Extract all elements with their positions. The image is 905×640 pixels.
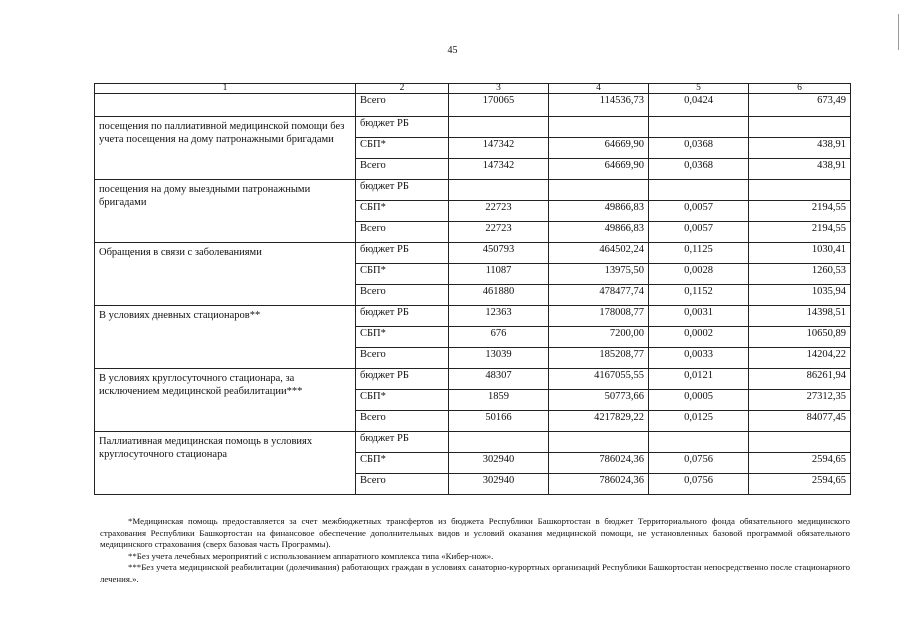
norm-cell: 0,0033 [649,348,749,369]
per-capita-cell: 2194,55 [749,201,851,222]
source-cell: Всего [356,474,449,495]
per-capita-cell: 14204,22 [749,348,851,369]
norm-cell: 0,0057 [649,201,749,222]
service-name-cell: посещения на дому выездными патронажными бригадами [95,180,356,243]
per-capita-cell [749,432,851,453]
service-name-cell: посещения по паллиативной медицинской помощи без учета посещения на дому патронажными бригадами [95,117,356,180]
norm-cell: 0,0121 [649,369,749,390]
volume-cell: 11087 [449,264,549,285]
table-row [95,369,851,390]
source-cell: СБП* [356,390,449,411]
per-capita-cell: 2594,65 [749,453,851,474]
volume-cell: 147342 [449,138,549,159]
service-name-cell: Обращения в связи с заболеваниями [95,243,356,306]
source-cell: Всего [356,411,449,432]
norm-cell [649,432,749,453]
cost-cell [549,432,649,453]
per-capita-cell [749,117,851,138]
cost-cell: 464502,24 [549,243,649,264]
source-cell: бюджет РБ [356,306,449,327]
source-cell: СБП* [356,138,449,159]
footnote-day-hospital: **Без учета лечебных мероприятий с использованием аппаратного комплекса типа «Кибер-нож». [128,550,494,561]
cost-cell: 13975,50 [549,264,649,285]
source-cell: СБП* [356,327,449,348]
cost-cell: 4217829,22 [549,411,649,432]
per-capita-cell: 1030,41 [749,243,851,264]
cost-cell: 178008,77 [549,306,649,327]
cost-cell: 50773,66 [549,390,649,411]
table-row [95,94,851,117]
cost-cell: 478477,74 [549,285,649,306]
per-capita-cell: 86261,94 [749,369,851,390]
table-row [95,432,851,453]
norm-cell [649,117,749,138]
source-cell: бюджет РБ [356,243,449,264]
table-body [95,84,851,495]
per-capita-cell: 1260,53 [749,264,851,285]
volume-cell [449,432,549,453]
cost-cell: 64669,90 [549,138,649,159]
volume-cell: 676 [449,327,549,348]
source-cell: СБП* [356,264,449,285]
service-name-cell [95,94,356,117]
volume-cell [449,117,549,138]
norm-cell: 0,0368 [649,138,749,159]
volume-cell: 170065 [449,94,549,117]
table-row [95,306,851,327]
per-capita-cell [749,180,851,201]
footnotes [100,516,850,585]
source-cell: бюджет РБ [356,369,449,390]
header-cell-2: 2 [356,84,449,94]
per-capita-cell: 84077,45 [749,411,851,432]
norm-cell: 0,0005 [649,390,749,411]
norm-cell: 0,0756 [649,474,749,495]
per-capita-cell: 438,91 [749,138,851,159]
cost-cell: 49866,83 [549,201,649,222]
source-cell: бюджет РБ [356,117,449,138]
header-cell-1: 1 [95,84,356,94]
cost-cell [549,180,649,201]
norm-cell: 0,0057 [649,222,749,243]
service-name-cell: В условиях дневных стационаров** [95,306,356,369]
volume-cell: 22723 [449,222,549,243]
norm-cell [649,180,749,201]
norm-cell: 0,1125 [649,243,749,264]
volume-cell: 1859 [449,390,549,411]
tariff-table [94,83,851,495]
table-row [95,243,851,264]
cost-cell: 4167055,55 [549,369,649,390]
source-cell: СБП* [356,201,449,222]
per-capita-cell: 2194,55 [749,222,851,243]
volume-cell: 147342 [449,159,549,180]
norm-cell: 0,0031 [649,306,749,327]
volume-cell [449,180,549,201]
volume-cell: 461880 [449,285,549,306]
source-cell: бюджет РБ [356,180,449,201]
per-capita-cell: 10650,89 [749,327,851,348]
per-capita-cell: 14398,51 [749,306,851,327]
header-cell-4: 4 [549,84,649,94]
cost-cell: 114536,73 [549,94,649,117]
norm-cell: 0,0368 [649,159,749,180]
norm-cell: 0,0125 [649,411,749,432]
norm-cell: 0,0002 [649,327,749,348]
cost-cell: 786024,36 [549,453,649,474]
source-cell: Всего [356,159,449,180]
table-row [95,180,851,201]
volume-cell: 13039 [449,348,549,369]
footnote-sbp: *Медицинская помощь предоставляется за счет межбюджетных трансфертов из бюджета Республики Башкортостан в бюджет Территориального фонда обязательного медицинского страхования Республики Башкортостан на финансовое обеспечение дополнительных видов и условий оказания медицинской помощи, не установленных базовой программой обязательного медицинского страхования (сверх базовая часть Программы). [100,516,850,549]
volume-cell: 48307 [449,369,549,390]
volume-cell: 50166 [449,411,549,432]
per-capita-cell: 27312,35 [749,390,851,411]
norm-cell: 0,1152 [649,285,749,306]
volume-cell: 302940 [449,453,549,474]
source-cell: Всего [356,222,449,243]
table-row [95,117,851,138]
page-number: 45 [447,45,458,56]
source-cell: Всего [356,94,449,117]
footnote-rehabilitation: ***Без учета медицинской реабилитации (долечивания) работающих граждан в условиях санаторно-курортных организаций Республики Башкортостан непосредственно после стационарного лечения.». [100,562,850,584]
source-cell: Всего [356,348,449,369]
per-capita-cell: 1035,94 [749,285,851,306]
cost-cell [549,117,649,138]
service-name-cell: Паллиативная медицинская помощь в условиях круглосуточного стационара [95,432,356,495]
cost-cell: 64669,90 [549,159,649,180]
source-cell: Всего [356,285,449,306]
per-capita-cell: 673,49 [749,94,851,117]
source-cell: СБП* [356,453,449,474]
per-capita-cell: 438,91 [749,159,851,180]
volume-cell: 22723 [449,201,549,222]
header-row [95,84,851,94]
per-capita-cell: 2594,65 [749,474,851,495]
source-cell: бюджет РБ [356,432,449,453]
norm-cell: 0,0424 [649,94,749,117]
cost-cell: 185208,77 [549,348,649,369]
volume-cell: 450793 [449,243,549,264]
norm-cell: 0,0756 [649,453,749,474]
header-cell-3: 3 [449,84,549,94]
service-name-cell: В условиях круглосуточного стационара, за исключением медицинской реабилитации*** [95,369,356,432]
cost-cell: 49866,83 [549,222,649,243]
cost-cell: 7200,00 [549,327,649,348]
norm-cell: 0,0028 [649,264,749,285]
volume-cell: 12363 [449,306,549,327]
cost-cell: 786024,36 [549,474,649,495]
header-cell-5: 5 [649,84,749,94]
header-cell-6: 6 [749,84,851,94]
volume-cell: 302940 [449,474,549,495]
